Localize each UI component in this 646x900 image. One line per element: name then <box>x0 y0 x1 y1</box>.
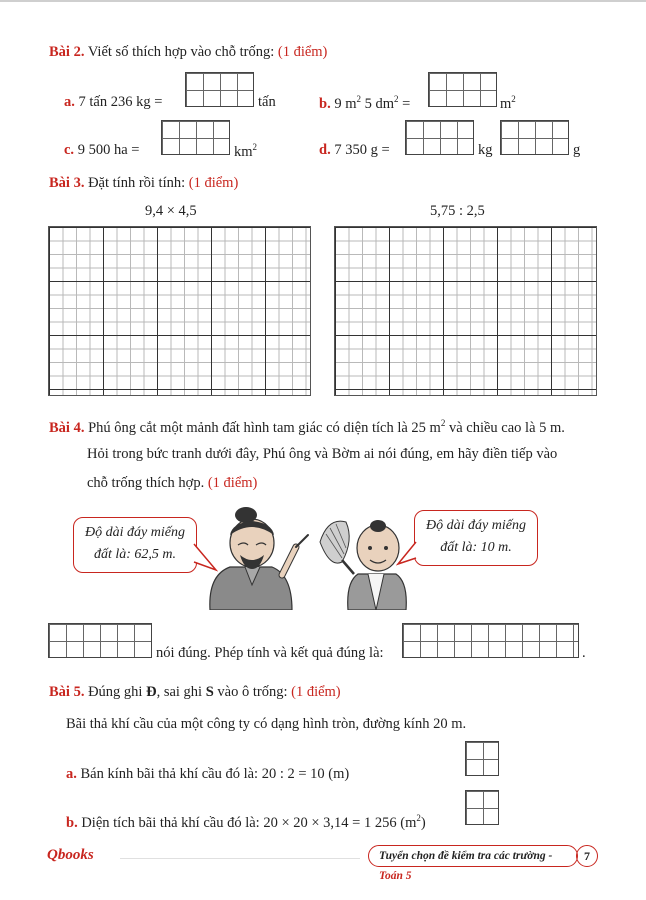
page-number: 7 <box>576 845 598 867</box>
footer-series-pill: Tuyển chọn đề kiểm tra các trường - Toán 5 <box>368 845 578 867</box>
bai3-work-grid-2[interactable] <box>334 226 597 396</box>
bai2-instruction: Viết số thích hợp vào chỗ trống: <box>87 44 275 60</box>
bubble-phu-ong: Độ dài đáy miếng đất là: 62,5 m. <box>73 517 197 573</box>
bai2-points: (1 điểm) <box>277 44 328 60</box>
top-rule <box>0 0 646 2</box>
bai2-d-kg-box[interactable] <box>405 120 474 155</box>
bai2-header <box>49 44 327 61</box>
bai3-points: (1 điểm) <box>188 175 239 191</box>
bai2-c-unit: $km^2$ <box>234 142 258 160</box>
bai2-d-unit-g: g <box>573 142 581 158</box>
bai2-d-expr: d. 7 350 g = <box>319 142 390 158</box>
bai2-d-unit-kg: kg <box>478 142 493 158</box>
qbooks-logo: Qbooks <box>47 847 94 863</box>
bai5-header: Bài 5. Đúng ghi Đ, sai ghi S vào ô trống: (1 điểm) <box>49 684 341 700</box>
bai3-calc2: 5,75 : 2,5 <box>430 203 485 219</box>
bai4-answer-person-box[interactable] <box>48 623 152 658</box>
bai2-c-answer-box[interactable] <box>161 120 230 155</box>
bai4-line1: Bài 4. Phú ông cắt một mảnh đất hình tam giác có diện tích là 25 $m^2$ và chiều cao là 5 m. <box>49 418 565 436</box>
bai5-heading: Bài 5. <box>49 684 85 700</box>
bai2-a-answer-box[interactable] <box>185 72 254 107</box>
bai2-b-unit: $m^2$ <box>500 94 516 112</box>
bai5-a: a. Bán kính bãi thả khí cầu đó là: 20 : 2 = 10 (m) <box>66 766 350 782</box>
bom-illustration <box>318 512 418 610</box>
bai4-answer-period: . <box>582 645 586 661</box>
bai3-instruction: Đặt tính rồi tính: <box>88 175 186 191</box>
footer-rule <box>120 858 360 859</box>
bai2-b-expr: b. 9 $m^2$ 5 $dm^2$ = <box>319 94 411 112</box>
bai4-answer-text: nói đúng. Phép tính và kết quả đúng là: <box>156 645 384 661</box>
bai2-a-expr: a. 7 tấn 236 kg = <box>64 94 163 110</box>
bai3-work-grid-1[interactable] <box>48 226 311 396</box>
phu-ong-illustration <box>200 505 315 610</box>
bai4-heading: Bài 4. <box>49 419 85 436</box>
bai3-calc1: 9,4 × 4,5 <box>145 203 197 219</box>
bai2-d-g-box[interactable] <box>500 120 569 155</box>
bai2-a-unit: tấn <box>258 94 276 110</box>
bai4-answer-calc-box[interactable] <box>402 623 579 658</box>
bubble-bom: Độ dài đáy miếng đất là: 10 m. <box>414 510 538 566</box>
bai2-heading: Bài 2. <box>49 44 85 60</box>
bai5-b: b. Diện tích bãi thả khí cầu đó là: 20 × 20 × 3,14 = 1 256 $(m^2)$ <box>66 813 426 831</box>
bai4-line3: chỗ trống thích hợp. (1 điểm) <box>87 475 258 491</box>
bai2-c-expr: c. 9 500 ha = <box>64 142 140 158</box>
bai3-header <box>49 175 238 192</box>
bai5-a-answer-box[interactable] <box>465 741 499 776</box>
bai5-b-answer-box[interactable] <box>465 790 499 825</box>
bai3-heading: Bài 3. <box>49 175 85 191</box>
bai4-line2: Hỏi trong bức tranh dưới đây, Phú ông và Bờm ai nói đúng, em hãy điền tiếp vào <box>87 446 558 462</box>
bai5-context: Bãi thả khí cầu của một công ty có dạng hình tròn, đường kính 20 m. <box>66 716 467 732</box>
bai2-b-answer-box[interactable] <box>428 72 497 107</box>
